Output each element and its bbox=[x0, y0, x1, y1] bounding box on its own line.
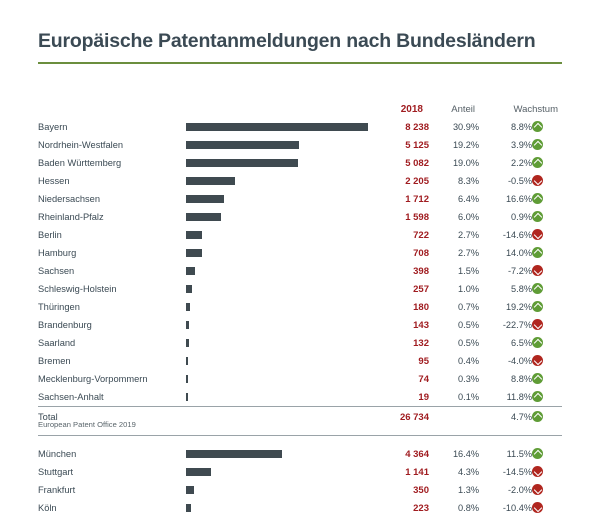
state-row-share: 0.5% bbox=[458, 320, 479, 330]
state-row-growth: 2.2% bbox=[511, 158, 532, 168]
state-row-label: Hamburg bbox=[38, 248, 77, 258]
trend-down-icon bbox=[532, 262, 562, 280]
state-row-value: 8 238 bbox=[405, 121, 429, 133]
trend-down-icon bbox=[532, 481, 562, 499]
state-row-bar-cell bbox=[186, 136, 371, 154]
bar-mark bbox=[186, 267, 195, 275]
state-row-label: Hessen bbox=[38, 176, 70, 186]
trend-up-icon bbox=[532, 190, 562, 208]
state-row-growth: 19.2% bbox=[505, 302, 532, 312]
state-row-share: 6.4% bbox=[458, 194, 479, 204]
state-row-share: 1.0% bbox=[458, 284, 479, 294]
table-row bbox=[38, 226, 562, 244]
state-row-label: Brandenburg bbox=[38, 320, 92, 330]
table-row bbox=[38, 172, 562, 190]
city-row-growth: -2.0% bbox=[507, 485, 532, 495]
state-row-label: Berlin bbox=[38, 230, 62, 240]
trend-up-icon bbox=[532, 298, 562, 316]
city-row-bar-cell bbox=[186, 445, 371, 463]
city-row-value: 223 bbox=[413, 502, 429, 514]
trend-up-icon bbox=[532, 154, 562, 172]
header-bar-spacer bbox=[186, 100, 371, 118]
total-row-growth: 4.7% bbox=[479, 407, 532, 427]
table-row bbox=[38, 481, 562, 499]
state-row-share: 8.3% bbox=[458, 176, 479, 186]
divider-cell bbox=[371, 426, 429, 436]
table-header-row bbox=[38, 100, 562, 118]
state-row-label: Saarland bbox=[38, 338, 76, 348]
state-row-share: 0.3% bbox=[458, 374, 479, 384]
bar-mark bbox=[186, 213, 221, 221]
trend-down-icon bbox=[532, 352, 562, 370]
bar-mark bbox=[186, 159, 298, 167]
spacer-cell bbox=[38, 436, 186, 446]
state-row-share: 2.7% bbox=[458, 248, 479, 258]
trend-up-icon bbox=[532, 208, 562, 226]
state-row-share: 2.7% bbox=[458, 230, 479, 240]
trend-up-icon bbox=[532, 445, 562, 463]
city-row-share: 0.8% bbox=[458, 503, 479, 513]
state-row-growth: 14.0% bbox=[505, 248, 532, 258]
bar-mark bbox=[186, 177, 235, 185]
city-row-value: 4 364 bbox=[405, 448, 429, 460]
trend-down-icon bbox=[532, 499, 562, 517]
spacer-cell bbox=[479, 436, 532, 446]
table-body bbox=[38, 100, 562, 517]
state-row-growth: 8.8% bbox=[511, 122, 532, 132]
state-row-bar-cell bbox=[186, 334, 371, 352]
state-row-share: 1.5% bbox=[458, 266, 479, 276]
state-row-label: Nordrhein-Westfalen bbox=[38, 140, 124, 150]
trend-up-icon bbox=[532, 244, 562, 262]
table-row bbox=[38, 208, 562, 226]
data-table bbox=[38, 100, 562, 517]
arrow-up-icon bbox=[532, 373, 543, 384]
bar-mark bbox=[186, 123, 368, 131]
state-row-label: Rheinland-Pfalz bbox=[38, 212, 104, 222]
bar-mark bbox=[186, 231, 202, 239]
state-row-value: 708 bbox=[413, 247, 429, 259]
trend-up-icon bbox=[532, 370, 562, 388]
state-row-value: 398 bbox=[413, 265, 429, 277]
arrow-up-icon bbox=[532, 411, 543, 422]
city-row-share: 4.3% bbox=[458, 467, 479, 477]
state-row-value: 180 bbox=[413, 301, 429, 313]
page-title: Europäische Patentanmeldungen nach Bundesländern bbox=[38, 30, 536, 52]
table-row bbox=[38, 154, 562, 172]
trend-down-icon bbox=[532, 226, 562, 244]
arrow-up-icon bbox=[532, 157, 543, 168]
state-row-label: Mecklenburg-Vorpommern bbox=[38, 374, 148, 384]
trend-up-icon bbox=[532, 407, 562, 427]
trend-down-icon bbox=[532, 172, 562, 190]
total-row-value: 26 734 bbox=[371, 407, 429, 427]
bar-mark bbox=[186, 321, 189, 329]
divider-cell bbox=[479, 426, 532, 436]
table-row bbox=[38, 298, 562, 316]
arrow-up-icon bbox=[532, 139, 543, 150]
arrow-down-icon bbox=[532, 484, 543, 495]
trend-up-icon bbox=[532, 118, 562, 136]
header-year: 2018 bbox=[400, 103, 423, 115]
state-row-share: 0.7% bbox=[458, 302, 479, 312]
header-spacer bbox=[38, 100, 186, 118]
arrow-up-icon bbox=[532, 193, 543, 204]
city-row-label: München bbox=[38, 449, 77, 459]
state-row-label: Thüringen bbox=[38, 302, 80, 312]
state-row-bar-cell bbox=[186, 298, 371, 316]
table-row bbox=[38, 262, 562, 280]
table-row bbox=[38, 280, 562, 298]
header-growth: Wachstum bbox=[513, 103, 558, 115]
trend-up-icon bbox=[532, 280, 562, 298]
title-divider bbox=[38, 62, 562, 64]
state-row-bar-cell bbox=[186, 226, 371, 244]
state-row-bar-cell bbox=[186, 190, 371, 208]
section-spacer bbox=[38, 436, 562, 446]
total-row-share bbox=[429, 407, 479, 427]
arrow-up-icon bbox=[532, 247, 543, 258]
state-row-value: 74 bbox=[418, 373, 429, 385]
state-row-bar-cell bbox=[186, 118, 371, 136]
header-share: Anteil bbox=[451, 103, 475, 115]
state-row-bar-cell bbox=[186, 244, 371, 262]
state-row-bar-cell bbox=[186, 208, 371, 226]
state-row-value: 1 598 bbox=[405, 211, 429, 223]
state-row-share: 30.9% bbox=[452, 122, 479, 132]
spacer-cell bbox=[371, 436, 429, 446]
table-row bbox=[38, 352, 562, 370]
table-row bbox=[38, 388, 562, 407]
state-row-label: Bremen bbox=[38, 356, 71, 366]
state-row-growth: 11.8% bbox=[506, 392, 532, 402]
state-row-growth: -0.5% bbox=[507, 176, 532, 186]
bar-mark bbox=[186, 339, 189, 347]
bar-mark bbox=[186, 141, 299, 149]
state-row-value: 5 125 bbox=[405, 139, 429, 151]
state-row-value: 1 712 bbox=[405, 193, 429, 205]
state-row-label: Baden Württemberg bbox=[38, 158, 122, 168]
table-row bbox=[38, 445, 562, 463]
spacer-cell bbox=[429, 436, 479, 446]
bar-mark bbox=[186, 393, 188, 401]
city-row-share: 1.3% bbox=[458, 485, 479, 495]
state-row-growth: 0.9% bbox=[511, 212, 532, 222]
state-row-growth: 6.5% bbox=[511, 338, 532, 348]
patent-applications-chart bbox=[38, 100, 562, 517]
bar-mark bbox=[186, 303, 190, 311]
arrow-up-icon bbox=[532, 391, 543, 402]
trend-up-icon bbox=[532, 334, 562, 352]
state-row-value: 257 bbox=[413, 283, 429, 295]
state-row-growth: 16.6% bbox=[505, 194, 532, 204]
city-row-label: Stuttgart bbox=[38, 467, 74, 477]
city-row-label: Köln bbox=[38, 503, 57, 513]
state-row-bar-cell bbox=[186, 370, 371, 388]
state-row-bar-cell bbox=[186, 352, 371, 370]
table-row bbox=[38, 118, 562, 136]
bar-mark bbox=[186, 357, 188, 365]
city-row-growth: 11.5% bbox=[506, 449, 532, 459]
state-row-bar-cell bbox=[186, 280, 371, 298]
bar-mark bbox=[186, 468, 211, 476]
city-row-share: 16.4% bbox=[452, 449, 479, 459]
state-row-value: 19 bbox=[418, 391, 429, 403]
state-row-label: Bayern bbox=[38, 122, 68, 132]
arrow-down-icon bbox=[532, 466, 543, 477]
city-row-value: 1 141 bbox=[405, 466, 429, 478]
state-row-value: 143 bbox=[413, 319, 429, 331]
state-row-growth: 3.9% bbox=[511, 140, 532, 150]
bar-mark bbox=[186, 249, 202, 257]
state-row-value: 5 082 bbox=[405, 157, 429, 169]
bar-mark bbox=[186, 375, 188, 383]
table-row bbox=[38, 190, 562, 208]
state-row-share: 0.5% bbox=[458, 338, 479, 348]
arrow-up-icon bbox=[532, 211, 543, 222]
source-note: European Patent Office 2019 bbox=[38, 420, 136, 429]
state-row-bar-cell bbox=[186, 262, 371, 280]
state-row-share: 0.4% bbox=[458, 356, 479, 366]
state-row-label: Sachsen bbox=[38, 266, 75, 276]
state-row-value: 95 bbox=[418, 355, 429, 367]
table-row bbox=[38, 334, 562, 352]
arrow-down-icon bbox=[532, 229, 543, 240]
total-row-bar-cell bbox=[186, 407, 371, 427]
state-row-share: 19.2% bbox=[452, 140, 479, 150]
state-row-growth: 5.8% bbox=[511, 284, 532, 294]
divider-cell bbox=[186, 426, 371, 436]
trend-up-icon bbox=[532, 136, 562, 154]
state-row-share: 0.1% bbox=[458, 392, 479, 402]
arrow-up-icon bbox=[532, 337, 543, 348]
arrow-up-icon bbox=[532, 121, 543, 132]
state-row-growth: -7.2% bbox=[507, 266, 532, 276]
city-row-bar-cell bbox=[186, 481, 371, 499]
state-row-bar-cell bbox=[186, 172, 371, 190]
state-row-value: 2 205 bbox=[405, 175, 429, 187]
bar-mark bbox=[186, 195, 224, 203]
state-row-value: 722 bbox=[413, 229, 429, 241]
arrow-down-icon bbox=[532, 175, 543, 186]
table-row bbox=[38, 499, 562, 517]
state-row-bar-cell bbox=[186, 154, 371, 172]
table-row bbox=[38, 370, 562, 388]
divider-cell bbox=[429, 426, 479, 436]
arrow-down-icon bbox=[532, 265, 543, 276]
city-row-bar-cell bbox=[186, 499, 371, 517]
city-row-label: Frankfurt bbox=[38, 485, 76, 495]
state-row-label: Sachsen-Anhalt bbox=[38, 392, 104, 402]
bar-mark bbox=[186, 450, 282, 458]
state-row-growth: -22.7% bbox=[502, 320, 532, 330]
table-row bbox=[38, 244, 562, 262]
table-row bbox=[38, 463, 562, 481]
state-row-share: 6.0% bbox=[458, 212, 479, 222]
bar-mark bbox=[186, 504, 191, 512]
total-row-label: Total bbox=[38, 407, 186, 427]
arrow-down-icon bbox=[532, 502, 543, 513]
state-row-label: Niedersachsen bbox=[38, 194, 101, 204]
table-row bbox=[38, 316, 562, 334]
city-row-value: 350 bbox=[413, 484, 429, 496]
state-row-label: Schleswig-Holstein bbox=[38, 284, 117, 294]
table-row bbox=[38, 136, 562, 154]
state-row-growth: 8.8% bbox=[511, 374, 532, 384]
spacer-cell bbox=[532, 436, 562, 446]
state-row-growth: -14.6% bbox=[502, 230, 532, 240]
trend-down-icon bbox=[532, 316, 562, 334]
state-row-bar-cell bbox=[186, 388, 371, 407]
arrow-down-icon bbox=[532, 319, 543, 330]
state-row-value: 132 bbox=[413, 337, 429, 349]
arrow-up-icon bbox=[532, 283, 543, 294]
bar-mark bbox=[186, 486, 194, 494]
trend-up-icon bbox=[532, 388, 562, 407]
state-row-growth: -4.0% bbox=[507, 356, 532, 366]
spacer-cell bbox=[186, 436, 371, 446]
arrow-up-icon bbox=[532, 301, 543, 312]
divider-cell bbox=[532, 426, 562, 436]
state-row-bar-cell bbox=[186, 316, 371, 334]
trend-down-icon bbox=[532, 463, 562, 481]
bar-mark bbox=[186, 285, 192, 293]
city-row-growth: -14.5% bbox=[502, 467, 532, 477]
state-row-share: 19.0% bbox=[452, 158, 479, 168]
city-row-growth: -10.4% bbox=[502, 503, 532, 513]
city-row-bar-cell bbox=[186, 463, 371, 481]
arrow-down-icon bbox=[532, 355, 543, 366]
